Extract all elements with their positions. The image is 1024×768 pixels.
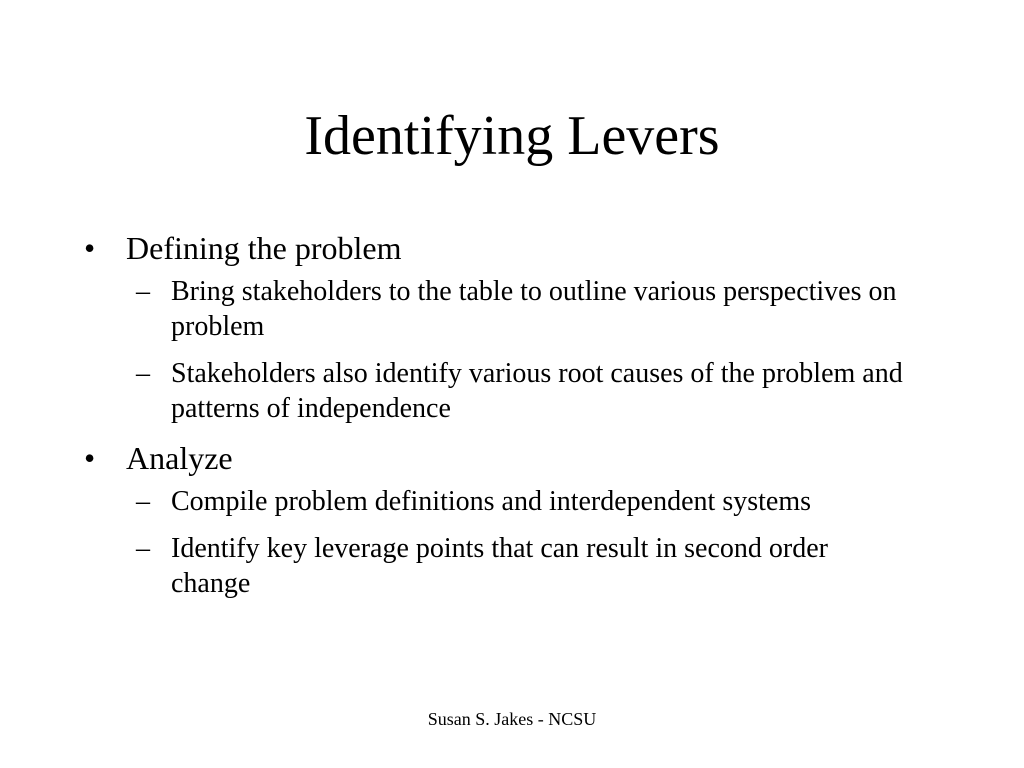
- sub-item: [84, 356, 911, 426]
- sub-text: Compile problem definitions and interdependent systems: [171, 486, 811, 517]
- sub-text: Bring stakeholders to the table to outline various perspectives on problem: [171, 276, 897, 342]
- bullet-text: Defining the problem: [126, 230, 402, 266]
- sub-text: Identify key leverage points that can result in second order change: [171, 533, 828, 599]
- bullet-item: [84, 228, 924, 268]
- sub-item: [84, 274, 911, 344]
- sub-list: [84, 484, 924, 601]
- sub-text: Stakeholders also identify various root causes of the problem and patterns of independence: [171, 358, 903, 424]
- bullet-marker: •: [84, 230, 96, 266]
- bullet-item: [84, 438, 924, 478]
- slide-title: Identifying Levers: [304, 105, 720, 167]
- sub-item: [84, 484, 911, 519]
- sub-marker: –: [136, 358, 150, 389]
- sub-marker: –: [136, 486, 150, 517]
- slide-content: [84, 228, 924, 613]
- bullet-marker: •: [84, 440, 96, 476]
- sub-item: [84, 531, 911, 601]
- bullet-text: Analyze: [126, 440, 233, 476]
- sub-marker: –: [136, 533, 150, 564]
- sub-list: [84, 274, 924, 426]
- sub-marker: –: [136, 276, 150, 307]
- slide-footer: Susan S. Jakes - NCSU: [427, 709, 597, 729]
